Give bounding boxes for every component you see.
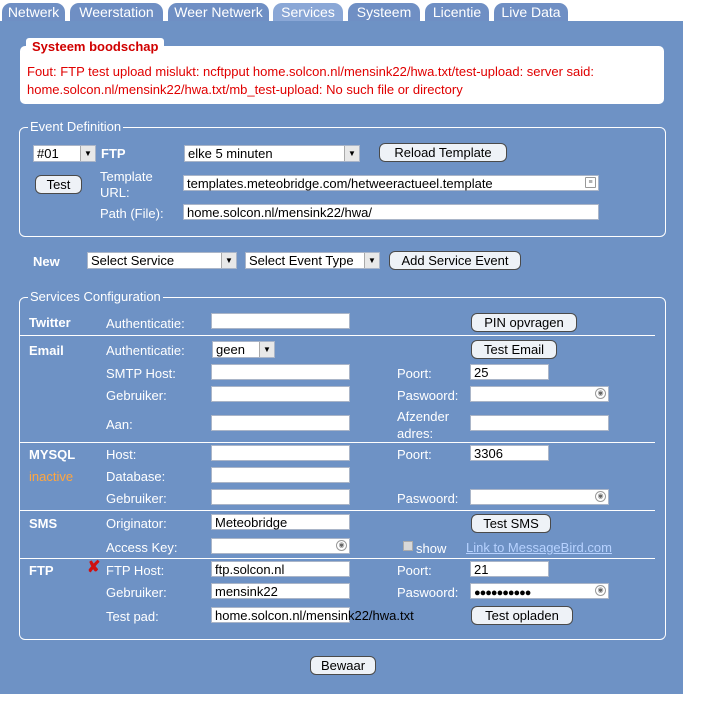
sms-originator-input[interactable]: Meteobridge (211, 514, 350, 530)
key-icon[interactable]: ◉ (595, 388, 606, 399)
test-event-button[interactable]: Test (35, 175, 82, 194)
tab-netwerk[interactable]: Netwerk (2, 3, 65, 22)
template-url-label-2: URL: (100, 185, 130, 200)
email-to-label: Aan: (106, 417, 133, 432)
chevron-down-icon: ▼ (259, 342, 274, 357)
sms-access-key-input[interactable] (211, 538, 350, 554)
divider (20, 335, 655, 336)
event-number-value: #01 (37, 146, 59, 161)
email-port-input[interactable]: 25 (470, 364, 549, 380)
select-event-type-dropdown[interactable] (245, 252, 380, 269)
chevron-down-icon: ▼ (80, 146, 95, 161)
mysql-password-input[interactable] (470, 489, 609, 505)
show-label: show (416, 541, 447, 556)
select-service-dropdown[interactable] (87, 252, 237, 269)
add-service-event-button[interactable]: Add Service Event (389, 251, 521, 270)
mysql-database-input[interactable] (211, 467, 350, 483)
email-user-label: Gebruiker: (106, 388, 167, 403)
event-definition-legend: Event Definition (30, 119, 122, 134)
email-auth-select[interactable] (212, 341, 275, 358)
tab-weer-netwerk[interactable]: Weer Netwerk (168, 3, 269, 22)
sender-address-label-2: adres: (397, 426, 434, 441)
reload-template-button[interactable]: Reload Template (379, 143, 507, 162)
tab-licentie[interactable]: Licentie (425, 3, 489, 22)
event-number-select[interactable] (33, 145, 96, 162)
system-message-title: Systeem boodschap (26, 38, 164, 56)
tab-systeem[interactable]: Systeem (348, 3, 420, 22)
ftp-password-label: Paswoord: (397, 585, 459, 600)
email-auth-label: Authenticatie: (106, 343, 185, 358)
mysql-user-input[interactable] (211, 489, 350, 505)
sender-address-input[interactable] (470, 415, 609, 431)
key-icon[interactable]: ◉ (595, 585, 606, 596)
email-label: Email (29, 343, 64, 358)
sender-address-label-1: Afzender (397, 409, 450, 424)
ftp-password-value: ●●●●●●●●●● (474, 587, 531, 599)
template-url-label-1: Template (100, 169, 153, 184)
twitter-label: Twitter (29, 315, 71, 330)
mysql-host-label: Host: (106, 447, 137, 462)
template-url-input[interactable] (183, 175, 599, 191)
chevron-down-icon: ▼ (364, 253, 379, 268)
sms-originator-label: Originator: (106, 516, 167, 531)
key-icon[interactable]: ◉ (595, 491, 606, 502)
test-upload-button[interactable]: Test opladen (471, 606, 573, 625)
path-file-label: Path (File): (100, 206, 164, 221)
email-password-label: Paswoord: (397, 388, 459, 403)
system-message-line-2: home.solcon.nl/mensink22/hwa.txt/mb_test-upload: No such file or directory (27, 82, 463, 97)
ftp-host-input[interactable]: ftp.solcon.nl (211, 561, 350, 577)
path-file-input[interactable]: home.solcon.nl/mensink22/hwa/ (183, 204, 599, 220)
divider (20, 510, 655, 511)
mysql-host-input[interactable] (211, 445, 350, 461)
email-to-input[interactable] (211, 415, 350, 431)
services-configuration-legend: Services Configuration (30, 289, 161, 304)
select-service-value: Select Service (91, 253, 175, 268)
interval-value: elke 5 minuten (188, 146, 273, 161)
email-password-input[interactable] (470, 386, 609, 402)
tab-services[interactable]: Services (273, 3, 343, 23)
twitter-auth-label: Authenticatie: (106, 316, 185, 331)
mysql-label: MYSQL (29, 447, 76, 462)
tab-live-data[interactable]: Live Data (494, 3, 568, 22)
tab-weerstation[interactable]: Weerstation (70, 3, 163, 22)
test-sms-button[interactable]: Test SMS (471, 514, 551, 533)
test-email-button[interactable]: Test Email (471, 340, 557, 359)
error-cross-icon: ✘ (87, 559, 101, 576)
sms-access-key-label: Access Key: (106, 540, 178, 555)
mysql-password-label: Paswoord: (397, 491, 459, 506)
ftp-test-path-input[interactable]: home.solcon.nl/mensink22/hwa.txt (211, 607, 350, 623)
mysql-database-label: Database: (106, 469, 166, 484)
pin-opvragen-button[interactable]: PIN opvragen (471, 313, 577, 332)
divider (20, 442, 655, 443)
mysql-port-label: Poort: (397, 447, 432, 462)
ftp-port-label: Poort: (397, 563, 432, 578)
chevron-down-icon: ▼ (344, 146, 359, 161)
messagebird-link[interactable]: Link to MessageBird.com (466, 540, 612, 555)
mysql-port-input[interactable]: 3306 (470, 445, 549, 461)
smtp-host-label: SMTP Host: (106, 366, 176, 381)
ftp-port-input[interactable]: 21 (470, 561, 549, 577)
show-checkbox[interactable] (403, 541, 413, 551)
ftp-host-label: FTP Host: (106, 563, 165, 578)
email-auth-value: geen (216, 342, 245, 357)
system-message-line-1: Fout: FTP test upload mislukt: ncftpput home.solcon.nl/mensink22/hwa.txt/test-upload: server said: (27, 64, 594, 79)
email-user-input[interactable] (211, 386, 350, 402)
mysql-status-label: inactive (29, 469, 74, 484)
ftp-user-label: Gebruiker: (106, 585, 167, 600)
email-port-label: Poort: (397, 366, 432, 381)
ftp-password-input[interactable] (470, 583, 609, 599)
sms-label: SMS (29, 516, 58, 531)
system-message-text (27, 63, 657, 99)
new-label: New (33, 254, 60, 269)
ftp-label: FTP (29, 563, 54, 578)
divider (20, 558, 655, 559)
ftp-test-path-label: Test pad: (106, 609, 159, 624)
chevron-down-icon: ▼ (221, 253, 236, 268)
template-url-value: templates.meteobridge.com/hetweeractueel.template (187, 176, 493, 191)
smtp-host-input[interactable] (211, 364, 350, 380)
mysql-user-label: Gebruiker: (106, 491, 167, 506)
event-type-label: FTP (101, 146, 126, 161)
key-icon[interactable]: ◉ (336, 540, 347, 551)
select-event-type-value: Select Event Type (249, 253, 354, 268)
save-button[interactable]: Bewaar (310, 656, 376, 675)
interval-select[interactable] (184, 145, 360, 162)
twitter-auth-input[interactable] (211, 313, 350, 329)
template-list-icon[interactable]: ≡ (585, 177, 596, 188)
ftp-user-input[interactable]: mensink22 (211, 583, 350, 599)
